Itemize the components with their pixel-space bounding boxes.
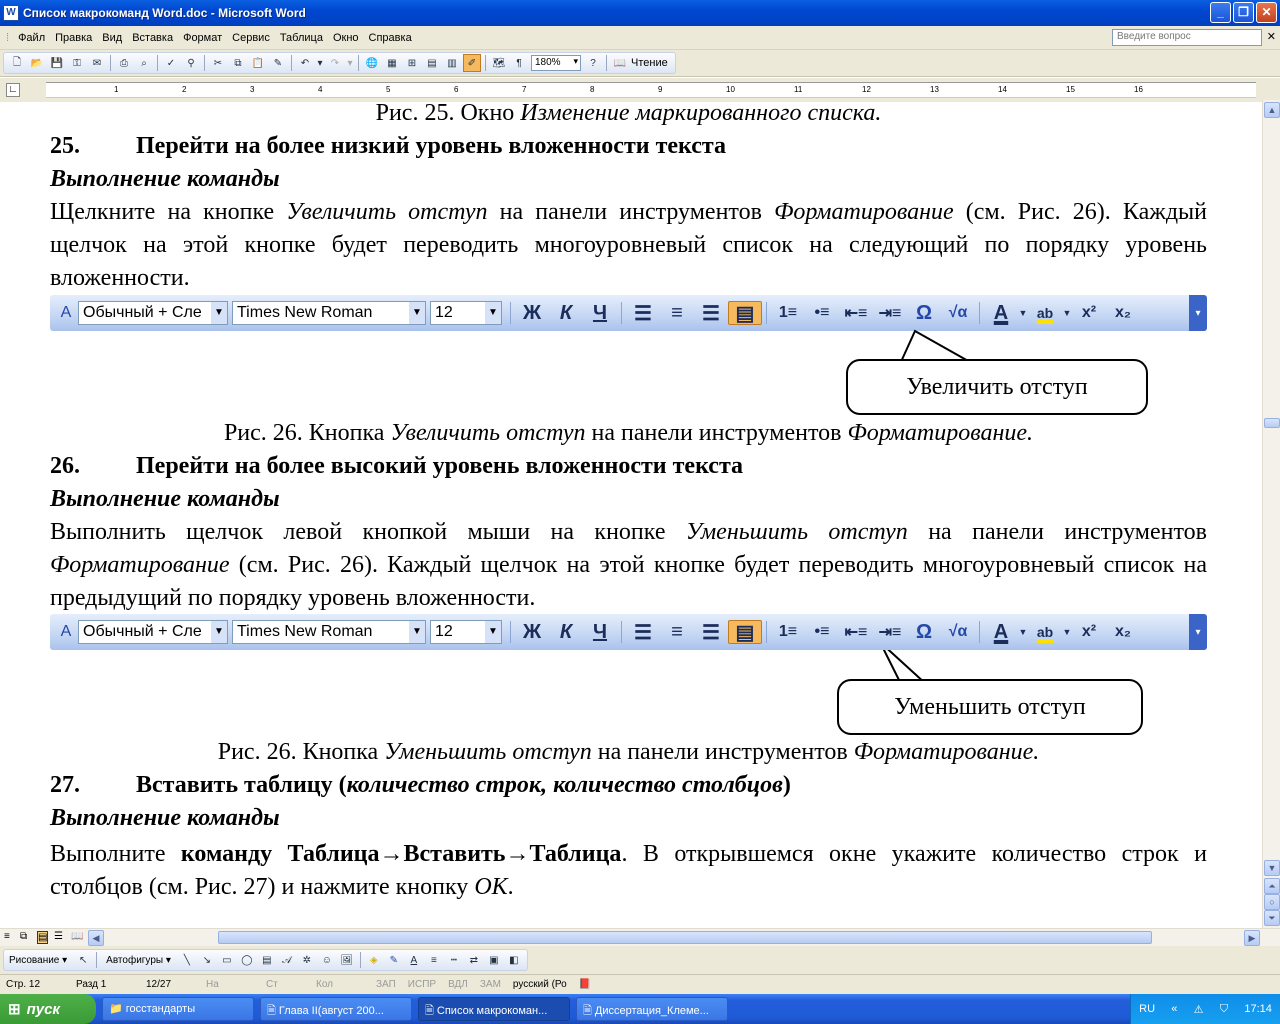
clipart-icon[interactable]: ☺	[321, 954, 332, 966]
decrease-indent-icon: ⇤≡	[844, 624, 868, 641]
previous-page-icon[interactable]: ⏶	[1264, 878, 1280, 894]
numbering-icon: 1≡	[778, 304, 798, 321]
equation-icon: √α	[948, 304, 968, 321]
print-view-icon[interactable]: ▤	[38, 932, 48, 943]
drawing-icon[interactable]: ✐	[463, 54, 481, 72]
heading-text: Вставить таблицу (	[136, 772, 347, 798]
insert-excel-icon[interactable]: ▤	[427, 57, 437, 69]
select-objects-icon[interactable]: ↖	[78, 954, 88, 966]
caption-italic: Форматирование.	[847, 420, 1034, 446]
read-button-label[interactable]: Чтение	[631, 57, 668, 69]
word-app-icon[interactable]: W	[3, 5, 19, 21]
ruler-tick-label: 2	[182, 85, 187, 94]
taskbar-item[interactable]: 🗎 Глава II(август 200...	[260, 997, 412, 1021]
font-color-icon[interactable]: A	[410, 954, 418, 966]
separator	[510, 621, 511, 643]
insert-table-icon[interactable]: ⊞	[407, 57, 417, 69]
justify-icon: ▤	[728, 301, 762, 325]
close-button[interactable]: ✕	[1256, 2, 1277, 23]
style-select-value: Обычный + Сле	[83, 304, 202, 321]
ruler-tick-label: 14	[998, 85, 1007, 94]
menu-insert[interactable]: Вставка	[132, 31, 174, 44]
window-title: Список макрокоманд Word.doc - Microsoft Word	[23, 6, 306, 20]
ruler-scale[interactable]	[46, 82, 1256, 98]
menu-help[interactable]: Справка	[368, 31, 412, 44]
heading-27	[50, 769, 1207, 802]
rectangle-icon[interactable]: ▭	[222, 954, 232, 966]
windows-logo-icon: ⊞	[8, 1001, 21, 1018]
next-page-icon[interactable]: ⏷	[1264, 910, 1280, 926]
paragraph-italic: OK	[474, 874, 508, 900]
status-line: Ст	[266, 979, 278, 990]
increase-indent-icon: ⇥≡	[878, 624, 902, 641]
superscript-icon: x²	[1081, 304, 1097, 321]
drawing-menu[interactable]: Рисование ▾	[9, 954, 68, 966]
caption-italic: Увеличить отступ	[390, 420, 586, 446]
bold-icon: Ж	[522, 620, 542, 643]
normal-view-icon[interactable]: ≡	[4, 931, 10, 942]
heading-26	[50, 450, 1207, 483]
callout-decrease-indent: Уменьшить отступ	[837, 679, 1143, 735]
ruler-tick-label: 13	[930, 85, 939, 94]
spelling-icon[interactable]: ✓	[166, 57, 176, 69]
font-select	[232, 620, 426, 644]
minimize-button[interactable]: _	[1210, 2, 1231, 23]
bold-icon: Ж	[522, 301, 542, 324]
oval-icon[interactable]: ◯	[241, 954, 253, 966]
superscript-icon: x²	[1081, 623, 1097, 640]
taskbar-item-label: Список макрокоман...	[436, 1005, 548, 1017]
menu-window[interactable]: Окно	[332, 31, 359, 44]
paragraph-bold: команду Таблица→Вставить→Таблица	[180, 841, 622, 867]
font-select-value: Times New Roman	[237, 623, 373, 640]
increase-indent-icon: ⇥≡	[878, 305, 902, 322]
ruler-tick-label: 9	[658, 85, 663, 94]
ruler-tick-label: 15	[1066, 85, 1075, 94]
styles-icon: A	[60, 304, 72, 321]
tab-selector-icon[interactable]: ∟	[6, 83, 20, 97]
toolbar-options-icon: ▾	[1189, 614, 1207, 650]
symbol-icon: Ω	[915, 620, 933, 643]
tables-borders-icon[interactable]: ▦	[387, 57, 397, 69]
network-icon[interactable]: ⚠	[1193, 1003, 1204, 1016]
research-icon[interactable]: ⚲	[187, 57, 195, 69]
browse-object-icon[interactable]: ○	[1264, 894, 1280, 910]
numbering-icon: 1≡	[778, 623, 798, 640]
paragraph-text: Выполнить щелчок левой кнопкой мыши на кнопке	[50, 519, 686, 545]
wordart-icon[interactable]: 𝒜	[282, 954, 292, 966]
ask-question-input[interactable]: Введите вопрос	[1112, 29, 1262, 46]
columns-icon[interactable]: ▥	[447, 57, 457, 69]
paragraph-italic: Уменьшить отступ	[685, 519, 908, 545]
menu-bar	[0, 26, 1280, 50]
caption-text: Рис. 26. Кнопка	[223, 420, 391, 446]
decrease-indent-icon: ⇤≡	[844, 305, 868, 322]
paragraph-27	[50, 838, 1207, 904]
bullets-icon: •≡	[814, 623, 830, 640]
tray-expand-icon[interactable]: «	[1171, 1003, 1178, 1015]
format-painter-icon[interactable]: ✎	[273, 57, 283, 69]
email-icon[interactable]: ✉	[92, 57, 102, 69]
show-hide-icon[interactable]: ¶	[516, 57, 522, 69]
ruler-tick-label: 12	[862, 85, 871, 94]
outline-view-icon[interactable]: ☰	[54, 931, 63, 942]
chevron-down-icon: ▼	[485, 621, 501, 643]
size-select-value: 12	[435, 623, 453, 640]
chevron-down-icon: ▼	[211, 621, 227, 643]
print-preview-icon[interactable]: ⌕	[141, 57, 147, 69]
status-section: Разд 1	[76, 979, 107, 990]
language-indicator[interactable]: RU	[1139, 1003, 1156, 1015]
diagram-icon[interactable]: ✲	[302, 954, 312, 966]
drawing-toolbar	[0, 946, 1280, 974]
ruler-tick-label: 4	[318, 85, 323, 94]
spelling-status-icon[interactable]: 📕	[578, 979, 592, 990]
align-right-icon: ☰	[702, 302, 720, 325]
subscript-icon: x₂	[1114, 623, 1131, 640]
heading-number: 26.	[50, 453, 80, 479]
title-bar	[0, 0, 1280, 26]
underline-icon: Ч	[592, 301, 608, 324]
menu-format[interactable]: Формат	[183, 31, 223, 44]
separator	[360, 952, 361, 968]
heading-italic: количество строк, количество столбцов	[346, 772, 783, 798]
paragraph-italic: Форматирование	[774, 199, 954, 225]
align-left-icon: ☰	[634, 302, 652, 325]
cut-icon[interactable]: ✂	[213, 57, 223, 69]
redo-dropdown-icon[interactable]: ▾	[347, 57, 353, 69]
autoshapes-menu[interactable]: Автофигуры ▾	[106, 954, 171, 966]
arrow-icon[interactable]: ↘	[202, 954, 212, 966]
close-document-icon[interactable]: ✕	[1266, 31, 1276, 43]
menu-table[interactable]: Таблица	[279, 31, 323, 44]
vertical-scrollbar[interactable]	[1262, 100, 1280, 928]
undo-dropdown-icon[interactable]: ▾	[317, 57, 323, 69]
dash-style-icon[interactable]: ┅	[450, 954, 457, 966]
style-select	[78, 620, 228, 644]
status-at: На	[206, 979, 219, 990]
separator	[979, 621, 980, 643]
taskbar	[0, 994, 1280, 1024]
menu-file[interactable]: Файл	[18, 31, 46, 44]
print-icon[interactable]: ⎙	[120, 57, 128, 69]
horizontal-ruler	[0, 78, 1280, 102]
equation-icon: √α	[948, 623, 968, 640]
status-page: Стр. 12	[6, 979, 41, 990]
separator	[291, 55, 292, 71]
paste-icon[interactable]: 📋	[251, 57, 265, 69]
help-icon[interactable]: ?	[590, 57, 596, 69]
subscript-icon: x₂	[1114, 304, 1131, 321]
heading-text: Перейти на более высокий уровень вложенности текста	[136, 453, 744, 479]
heading-number: 27.	[50, 772, 80, 798]
highlight-dropdown-icon: ▼	[1062, 627, 1072, 637]
zoom-select[interactable]: 180% ▾	[531, 55, 581, 71]
document-page[interactable]	[0, 102, 1262, 928]
font-color-icon: A	[993, 301, 1009, 324]
fill-color-icon[interactable]: ◈	[370, 954, 378, 966]
standard-toolbar	[0, 50, 1280, 77]
security-icon[interactable]: ⛉	[1219, 1002, 1229, 1015]
ruler-tick-label: 8	[590, 85, 595, 94]
size-select	[430, 620, 502, 644]
caption-italic: Форматирование.	[853, 739, 1040, 765]
chevron-down-icon: ▼	[485, 302, 501, 324]
status-language[interactable]: русский (Ро	[512, 979, 567, 990]
justify-icon: ▤	[728, 620, 762, 644]
figure-caption-26b	[50, 736, 1207, 769]
taskbar-item-label: госстандарты	[125, 1003, 196, 1015]
heading-number: 25.	[50, 133, 80, 159]
web-view-icon[interactable]: ⧉	[20, 931, 28, 942]
style-select-value: Обычный + Сле	[83, 623, 202, 640]
font-select-value: Times New Roman	[237, 304, 373, 321]
ruler-tick-label: 10	[726, 85, 735, 94]
chevron-down-icon: ▼	[211, 302, 227, 324]
scroll-left-icon[interactable]: ◀	[88, 930, 104, 946]
new-icon[interactable]: 🗋	[12, 56, 22, 68]
separator	[204, 55, 205, 71]
separator	[358, 55, 359, 71]
paragraph-text: . В открывшемся окне укажите количество строк и столбцов (см. Рис. 27) и нажмите кнопку	[50, 841, 1207, 900]
execution-label: Выполнение команды	[50, 166, 280, 192]
align-center-icon: ≡	[671, 301, 683, 324]
menu-tools[interactable]: Сервис	[232, 31, 270, 44]
caption-italic: Изменение маркированного списка.	[520, 102, 882, 126]
arrow-style-icon[interactable]: ⇄	[469, 954, 479, 966]
execution-label: Выполнение команды	[50, 805, 280, 831]
save-icon[interactable]: 💾	[50, 57, 64, 69]
hyperlink-icon[interactable]: 🌐	[365, 57, 379, 69]
ruler-tick-label: 11	[794, 85, 803, 94]
undo-icon[interactable]: ↶	[300, 57, 310, 69]
separator	[96, 952, 97, 968]
shadow-icon[interactable]: ▣	[489, 954, 499, 966]
align-right-icon: ☰	[702, 621, 720, 644]
ruler-tick-label: 16	[1134, 85, 1143, 94]
menu-view[interactable]: Вид	[102, 31, 123, 44]
paragraph-italic: Форматирование	[50, 552, 230, 578]
execution-label: Выполнение команды	[50, 486, 280, 512]
horizontal-scroll-thumb[interactable]	[218, 931, 1152, 944]
separator	[485, 55, 486, 71]
chevron-down-icon: ▼	[409, 621, 425, 643]
underline-icon: Ч	[592, 620, 608, 643]
standard-toolbar-strip	[3, 52, 676, 74]
highlight-icon: ab	[1036, 624, 1054, 640]
caption-text: на панели инструментов	[591, 739, 854, 765]
chevron-down-icon: ▼	[409, 302, 425, 324]
align-left-icon: ☰	[634, 621, 652, 644]
drawing-toolbar-strip	[3, 949, 528, 971]
taskbar-item-label: Глава II(август 200...	[278, 1005, 384, 1017]
read-icon[interactable]: 📖	[613, 57, 627, 69]
font-color-dropdown-icon: ▼	[1018, 627, 1028, 637]
align-center-icon: ≡	[671, 620, 683, 643]
redo-icon[interactable]: ↷	[330, 57, 340, 69]
separator	[606, 55, 607, 71]
document-map-icon[interactable]: 🗺	[492, 57, 506, 69]
start-label: пуск	[26, 1000, 61, 1018]
font-color-icon: A	[993, 620, 1009, 643]
paragraph-text: на панели инструментов	[907, 519, 1207, 545]
picture-icon[interactable]: 🖼	[340, 954, 354, 966]
paragraph-text: на панели инструментов	[487, 199, 775, 225]
system-tray	[1130, 994, 1280, 1024]
paragraph-text: Выполните	[50, 841, 181, 867]
permission-icon[interactable]: ⚿	[73, 57, 81, 69]
ruler-tick-label: 1	[114, 85, 119, 94]
highlight-icon: ab	[1036, 305, 1054, 321]
font-color-dropdown-icon: ▼	[1018, 308, 1028, 318]
italic-icon: К	[559, 620, 573, 643]
callout-increase-indent: Увеличить отступ	[846, 359, 1148, 415]
scroll-down-icon[interactable]: ▼	[1264, 860, 1280, 876]
status-ext[interactable]: ВДЛ	[448, 979, 468, 990]
reading-view-icon[interactable]: 📖	[71, 931, 84, 942]
size-select-value: 12	[435, 304, 453, 321]
open-icon[interactable]: 📂	[30, 57, 44, 69]
heading-text: )	[782, 772, 791, 798]
caption-italic: Уменьшить отступ	[384, 739, 592, 765]
paragraph-text: Щелкните на кнопке	[50, 199, 287, 225]
bullets-icon: •≡	[814, 304, 830, 321]
scroll-up-icon[interactable]: ▲	[1264, 102, 1280, 118]
scroll-thumb[interactable]	[1264, 418, 1280, 428]
separator	[766, 621, 767, 643]
caption-text: Рис. 25. Окно	[375, 102, 521, 126]
taskbar-item[interactable]: 📁 госстандарты	[102, 997, 254, 1021]
status-col: Кол	[316, 979, 334, 990]
status-trk[interactable]: ИСПР	[407, 979, 437, 990]
status-pages: 12/27	[146, 979, 172, 990]
menu-edit[interactable]: Правка	[55, 31, 93, 44]
menu-grip-icon: ⁞	[6, 31, 10, 44]
line-style-icon[interactable]: ≡	[430, 954, 437, 966]
figure-caption-26a	[50, 417, 1207, 450]
paragraph-italic: Увеличить отступ	[286, 199, 488, 225]
caption-text: на панели инструментов	[585, 420, 848, 446]
separator	[157, 55, 158, 71]
textbox-icon[interactable]: ▤	[262, 954, 272, 966]
maximize-button[interactable]: ❐	[1233, 2, 1254, 23]
ruler-tick-label: 6	[454, 85, 459, 94]
horizontal-scrollbar[interactable]	[0, 928, 1280, 946]
separator	[621, 621, 622, 643]
clock: 17:14	[1244, 1003, 1272, 1015]
copy-icon[interactable]: ⧉	[234, 57, 242, 69]
italic-icon: К	[559, 301, 573, 324]
status-rec[interactable]: ЗАП	[376, 979, 396, 990]
toolbar-options-icon: ▾	[1189, 295, 1207, 331]
status-ovr[interactable]: ЗАМ	[479, 979, 501, 990]
styles-icon: A	[60, 623, 72, 640]
taskbar-item-active[interactable]: 🗎 Список макрокоман...	[418, 997, 570, 1021]
line-icon[interactable]: ╲	[183, 954, 190, 966]
separator	[110, 55, 111, 71]
paragraph-26	[50, 516, 1207, 615]
taskbar-item[interactable]: 🗎 Диссертация_Клеме...	[576, 997, 728, 1021]
ruler-tick-label: 7	[522, 85, 527, 94]
caption-text: Рис. 26. Кнопка	[217, 739, 385, 765]
taskbar-item-label: Диссертация_Клеме...	[594, 1005, 709, 1017]
ruler-tick-label: 5	[386, 85, 391, 94]
paragraph-text: (см. Рис. 26). Каждый щелчок на этой кнопке будет переводить многоуровневый список на предыдущий по порядку уровень вложенности.	[50, 552, 1207, 611]
3d-icon[interactable]: ◧	[509, 954, 519, 966]
formatting-toolbar-figure	[50, 614, 1207, 650]
scroll-right-icon[interactable]: ▶	[1244, 930, 1260, 946]
ruler-tick-label: 3	[250, 85, 255, 94]
symbol-icon: Ω	[915, 301, 933, 324]
highlight-dropdown-icon: ▼	[1062, 308, 1072, 318]
line-color-icon[interactable]: ✎	[389, 954, 399, 966]
heading-text: Перейти на более низкий уровень вложенности текста	[136, 133, 726, 159]
status-bar	[0, 974, 1280, 994]
paragraph-text: (см. Рис. 26). Каждый щелчок на этой кнопке будет переводить многоуровневый список на следующий по порядку уровень вложенности.	[50, 199, 1208, 291]
paragraph-text: .	[507, 874, 514, 900]
start-button[interactable]	[0, 994, 96, 1024]
